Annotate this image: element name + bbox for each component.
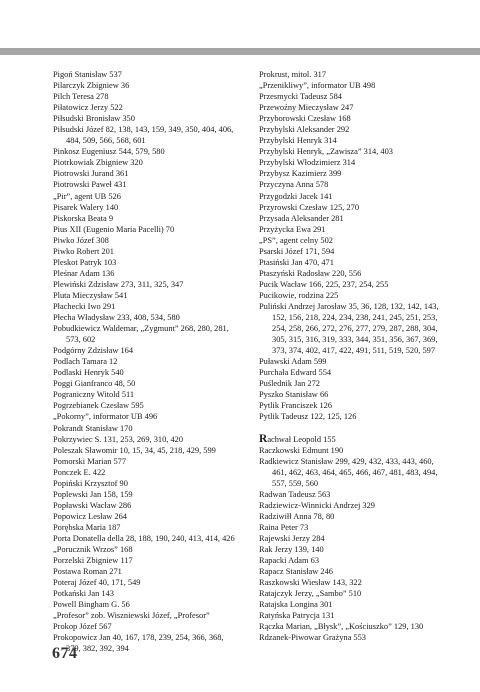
index-entry: Prokopowicz Jan 40, 167, 178, 239, 254, 366, 368, 379, 382, 392, 394 <box>53 633 224 654</box>
index-entry: Pogrzebianek Czesław 595 <box>53 401 144 411</box>
index-entry: Pokrzywiec S. 131, 253, 269, 310, 420 <box>53 434 184 444</box>
index-entry: Puślednik Jan 272 <box>259 379 320 389</box>
index-entry: Powell Bingham G. 56 <box>53 600 130 610</box>
index-entry: Puliński Andrzej Jarosław 35, 36, 128, 132, 142, 143, 152, 156, 218, 224, 234, 238, 241, 245, 251, 253, 254, 258, 266, 272, 276, 277, 279, 287, 288, 304, 305, 315, 316, 319, 333, 344, 351, 356, 367, 369, 373, 374, 402, 417, 422, 491, 511, 519, 520, 597 <box>259 301 439 356</box>
index-entry: Porębska Maria 187 <box>53 522 121 532</box>
index-entry: Pokrandt Stanisław 170 <box>53 423 133 433</box>
index-entry: Raina Peter 73 <box>259 522 309 532</box>
index-section-r <box>259 445 449 644</box>
index-entry: Porzelski Zbigniew 117 <box>53 556 133 566</box>
index-entry-text: achwał Leopold 155 <box>267 434 336 444</box>
index-entry: Pius XII (Eugenio Maria Pacelli) 70 <box>53 224 175 234</box>
index-entry: Piotrkowiak Zbigniew 320 <box>53 158 143 168</box>
index-entry: Pleśnar Adam 136 <box>53 268 115 278</box>
index-entry: Płecha Władysław 233, 408, 534, 580 <box>53 313 180 323</box>
index-entry: Porta Donatella della 28, 188, 190, 240, 413, 414, 426 <box>53 533 235 543</box>
index-entry: Ratyńska Patrycja 131 <box>259 611 335 621</box>
index-entry: Ratajczyk Jerzy, „Sambo” 510 <box>259 589 362 599</box>
index-entry: Pilarczyk Zbigniew 36 <box>53 81 130 91</box>
index-entry: Przybylski Henryk 314 <box>259 136 337 146</box>
index-entry: Rdzanek-Piwowar Grażyna 553 <box>259 633 366 643</box>
index-entry: Pucik Wacław 166, 225, 237, 254, 255 <box>259 279 389 289</box>
index-entry: Raszkowski Wiesław 143, 322 <box>259 578 362 588</box>
index-entry: Radkiewicz Stanisław 299, 429, 432, 433, 443, 460, 461, 462, 463, 464, 465, 466, 467, 481, 483, 494, 557, 559, 560 <box>259 456 438 488</box>
index-entry: Prokop Józef 567 <box>53 622 112 632</box>
index-entry: Rączka Marian, „Błysk”, „Kościuszko” 129, 130 <box>259 622 424 632</box>
index-entry: „PS”, agent celny 502 <box>259 235 333 245</box>
index-entry: „Przenikliwy”, informator UB 498 <box>259 81 376 91</box>
index-entry: Piotrowski Jurand 361 <box>53 169 129 179</box>
index-entry: Popiński Krzysztof 90 <box>53 478 128 488</box>
index-entry: Rapacki Adam 63 <box>259 556 320 566</box>
index-entry: Piłatowicz Jerzy 522 <box>53 103 123 113</box>
index-entry: Przybylski Włodzimierz 314 <box>259 158 356 168</box>
index-entry: Piskorska Beata 9 <box>53 213 114 223</box>
index-entry: Przewoźny Mieczysław 247 <box>259 103 354 113</box>
index-entry: Piwko Robert 201 <box>53 246 114 256</box>
index-entry: Poggi Gianfranco 48, 50 <box>53 379 136 389</box>
header-rule <box>0 48 480 55</box>
index-entry: Pomorski Marian 577 <box>53 456 127 466</box>
index-column-right <box>259 69 449 643</box>
index-entry: Pytlik Franciszek 126 <box>259 401 333 411</box>
index-entry: „Porucznik Wrzos” 168 <box>53 545 133 555</box>
index-entry: Prokrust, mitol. 317 <box>259 70 327 79</box>
index-entry: Radwan Tadeusz 563 <box>259 489 331 499</box>
index-entry: Przesmycki Tadeusz 584 <box>259 92 342 102</box>
index-entry: Przybysz Kazimierz 399 <box>259 169 342 179</box>
index-entry: Piłsudski Bronisław 350 <box>53 114 135 124</box>
section-gap <box>259 423 449 434</box>
index-entry: Pigoń Stanisław 537 <box>53 70 122 79</box>
index-entry: Potkański Jan 143 <box>53 589 114 599</box>
index-entry: Poteraj Józef 40, 171, 549 <box>53 578 141 588</box>
index-column-left <box>53 69 235 654</box>
index-entry: Przyrowski Czesław 125, 270 <box>259 202 360 212</box>
index-entry: Pilch Teresa 278 <box>53 92 109 102</box>
index-entry: Przyczyna Anna 578 <box>259 180 329 190</box>
index-entry: „Pir”, agent UB 526 <box>53 191 121 201</box>
index-entry: Poleszak Sławomir 10, 15, 34, 45, 218, 429, 599 <box>53 445 216 455</box>
index-entry: Poplewski Jan 158, 159 <box>53 489 133 499</box>
index-entry: Przybylski Henryk, „Zawisza” 314, 403 <box>259 147 393 157</box>
index-entry: Rak Jerzy 139, 140 <box>259 544 324 554</box>
index-entry: Puławski Adam 599 <box>259 357 327 367</box>
index-entry: Ptasiński Jan 470, 471 <box>259 257 334 267</box>
index-entry: Pobudkiewicz Waldemar, „Zygmunt” 268, 280, 281, 573, 602 <box>53 324 229 345</box>
index-entry: Pinkosz Eugeniusz 544, 579, 580 <box>53 147 165 157</box>
index-entry: Rajewski Jerzy 284 <box>259 533 325 543</box>
index-entry: Przygodzki Jacek 141 <box>259 191 333 201</box>
index-entry: Popławski Wacław 286 <box>53 500 132 510</box>
index-entry: Pyszko Stanisław 66 <box>259 390 329 400</box>
index-entry: Popowicz Lesław 264 <box>53 511 127 521</box>
index-entry: Pluta Mieczysław 541 <box>53 290 128 300</box>
index-entry: Przyborowski Czesław 168 <box>259 114 351 124</box>
index-entry: Purchała Edward 554 <box>259 368 332 378</box>
index-entry: Plewiński Zdzisław 273, 311, 325, 347 <box>53 279 184 289</box>
index-entry: Podlaski Henryk 540 <box>53 368 124 378</box>
index-entry: Piotrowski Paweł 431 <box>53 180 127 190</box>
index-entry: Pucikowie, rodzina 225 <box>259 290 339 300</box>
index-entry: Rapacz Stanisław 246 <box>259 567 333 577</box>
index-entry: Pytlik Tadeusz 122, 125, 126 <box>259 412 357 422</box>
index-entry: Pograniczny Witold 511 <box>53 390 135 400</box>
page-number: 674 <box>52 645 78 662</box>
index-entry: Raczkowski Edmunt 190 <box>259 445 344 455</box>
index-entry: Pleskot Patryk 103 <box>53 257 117 267</box>
index-entry-section-r-first <box>259 434 449 445</box>
section-initial-r: R <box>259 432 268 445</box>
index-entry: Piwko Józef 308 <box>53 235 109 245</box>
index-entry: Pisarek Walery 140 <box>53 202 119 212</box>
index-entry: Ponczek E. 422 <box>53 467 106 477</box>
index-entry: Przyżycka Ewa 291 <box>259 224 326 234</box>
index-entry: „Pokorny”, informator UB 496 <box>53 412 158 422</box>
index-entry: Podgórny Zdzisław 164 <box>53 346 134 356</box>
index-entry: Radziwiłł Anna 78, 80 <box>259 511 335 521</box>
index-entry: Ratajska Longina 301 <box>259 600 333 610</box>
index-section-p <box>259 69 449 423</box>
index-entry: Postawa Roman 271 <box>53 567 122 577</box>
index-entry: Przybylski Aleksander 292 <box>259 125 350 135</box>
index-entry: „Profesor” zob. Wiszniewski Józef, „Profesor” <box>53 611 210 621</box>
index-entry: Przysada Aleksander 281 <box>259 213 344 223</box>
index-entry: Płachecki Iwo 291 <box>53 301 116 311</box>
index-entry: Podlach Tamara 12 <box>53 357 118 367</box>
index-entry: Psarski Józef 171, 594 <box>259 246 335 256</box>
index-entry: Ptaszyński Radosław 220, 556 <box>259 268 362 278</box>
index-entry: Radziewicz-Winnicki Andrzej 329 <box>259 500 375 510</box>
index-entry: Piłsudski Józef 82, 138, 143, 159, 349, 350, 404, 406, 484, 509, 566, 568, 601 <box>53 125 234 146</box>
